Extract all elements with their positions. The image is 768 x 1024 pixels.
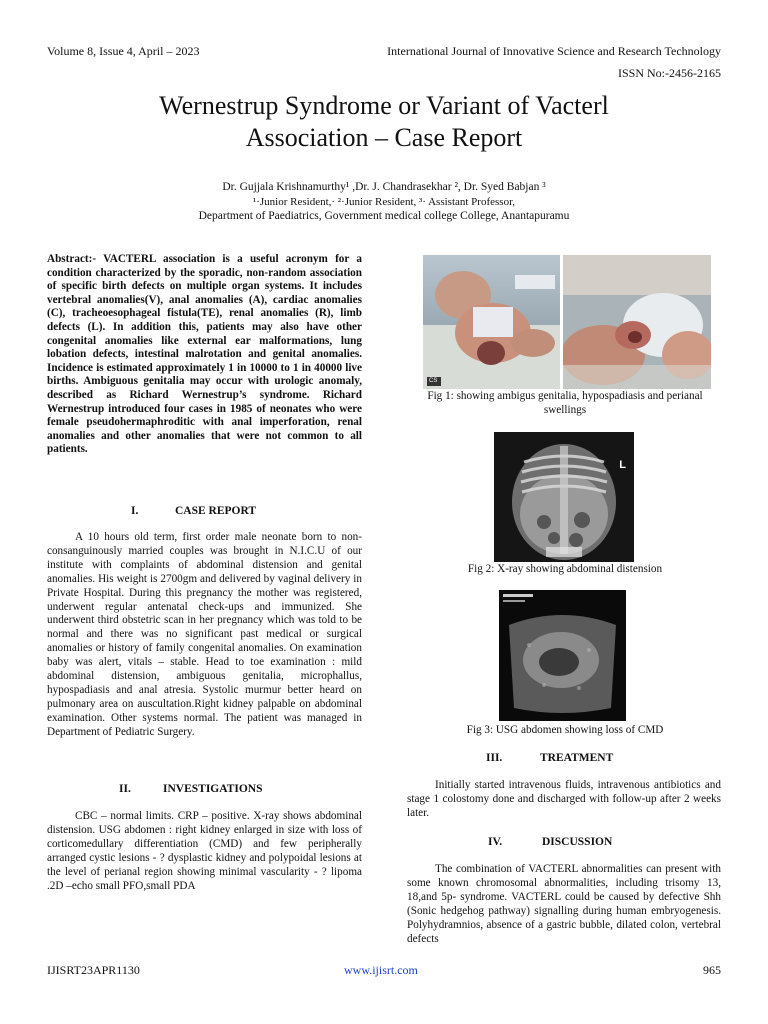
investigations-body <box>47 810 362 893</box>
figure-1-photo-right <box>563 255 711 389</box>
figure-1-caption: Fig 1: showing ambigus genitalia, hypospadiasis and perianal swellings <box>427 390 703 416</box>
discussion-body <box>407 863 721 946</box>
abstract: Abstract:- VACTERL association is a useful acronym for a condition characterized by the sporadic, non-random association of specific birth defects on multiple organ systems. It includes vertebral anomalies(V), anal anomalies (A), cardiac anomalies (C), tracheoesophageal fistula(TE), renal anomalies (R), limb defects (L). In addition this, patients may also have other congenital anomalies like external ear malformations, lung lobation defects, intestinal malrotation and genital anomalies. Incidence is estimated approximately 1 in 10000 to 1 in 40000 live births. Ambiguous genitalia may occur with urologic anomaly, described as Richard Wernestrup’s syndrome. Richard Wernestrup introduced four cases in 1985 of neonates who were female pseudohermaphroditic with anal imperforation, renal anomalies and other anomalies that were not common to all patients. <box>47 253 362 456</box>
section-number: II. <box>119 783 131 795</box>
journal-name: International Journal of Innovative Science and Research Technology <box>387 44 721 58</box>
section-heading-case-report <box>131 504 256 518</box>
section-number: IV. <box>488 836 503 848</box>
article-code: IJISRT23APR1130 <box>47 963 140 977</box>
section-number: III. <box>486 752 503 764</box>
title-line-2: Association – Case Report <box>245 123 523 152</box>
photo-label: CS <box>429 378 438 384</box>
section-number: I. <box>131 505 139 517</box>
section-heading-treatment <box>486 751 613 765</box>
investigations-paragraph: CBC – normal limits. CRP – positive. X-ray shows abdominal distension. USG abdomen : right kidney enlarged in size with loss of corticomedullary differentiation (CMD) and few peripherally arranged cystic lesions - ? dysplastic kidney and polypoidal lesions at the level of perianal region showing minimal vascularity - ? lipoma .2D –echo small PFO,small PDA <box>47 810 362 892</box>
discussion-paragraph: The combination of VACTERL abnormalities can present with some known chromosomal abnormalities, including trisomy 13, 18,and 5p- syndrome. VACTERL could be caused by defective Shh (Sonic hedgehog pathway) signalling during human embryogenesis. Polyhydramnios, absence of a gastric bubble, dilated colon, vertebral defects <box>407 863 721 945</box>
figure-3-caption: Fig 3: USG abdomen showing loss of CMD <box>466 724 664 736</box>
clinical-photo-perineum-icon <box>563 255 711 389</box>
author-affiliation: Department of Paediatrics, Government medical college College, Anantapuramu <box>198 210 570 222</box>
treatment-body <box>407 779 721 821</box>
section-heading-discussion <box>488 835 612 849</box>
clinical-photo-infant-icon <box>423 255 560 389</box>
section-heading-investigations <box>119 782 263 796</box>
figure-2-xray <box>494 432 634 562</box>
treatment-paragraph: Initially started intravenous fluids, intravenous antibiotics and stage 1 colostomy done and discharged with follow-up after 2 weeks later. <box>407 779 721 819</box>
journal-volume: Volume 8, Issue 4, April – 2023 <box>47 44 200 58</box>
section-title: INVESTIGATIONS <box>163 783 263 795</box>
issn: ISSN No:-2456-2165 <box>617 66 721 80</box>
xray-image-icon <box>494 432 634 562</box>
author-roles: ¹·Junior Resident,· ²·Junior Resident, ³· Assistant Professor, <box>252 196 516 208</box>
ultrasound-image-icon <box>499 590 626 721</box>
figure-3-usg <box>499 590 626 721</box>
author-list: Dr. Gujjala Krishnamurthy¹ ,Dr. J. Chandrasekhar ², Dr. Syed Babjan ³ <box>222 181 546 193</box>
xray-side-marker: L <box>619 459 626 471</box>
title-line-1: Wernestrup Syndrome or Variant of Vacterl <box>159 91 609 120</box>
section-title: CASE REPORT <box>175 505 257 517</box>
figure-1-photo-left <box>423 255 560 389</box>
paper-title <box>60 90 708 154</box>
case-report-paragraph: A 10 hours old term, first order male neonate born to non-consanguinously married couples was brought in N.I.C.U of our institute with complaints of abdominal distension and genital anomalies. His weight is 2700gm and delivered by vaginal delivery in Private Hospital. During this pregnancy the mother was registered, underwent regular antenatal check-ups and immunized. She underwent third obstetric scan in her pregnancy which was told to be normal and there was no significant past medical or surgical anomalies or history of family congenital anomalies. On examination baby was alert, vitals – stable. Head to toe examination : mild abdominal distension, ambiguous genitalia, microphallus, hypospadiasis and anal atresia. Systolic murmur better heard on pulmonary area on auscultation.Right kidney palpable on abdominal examination. Other systems normal. The patient was managed in Department of Pediatric Surgery. <box>47 531 362 738</box>
section-title: DISCUSSION <box>542 836 613 848</box>
section-title: TREATMENT <box>540 752 614 764</box>
journal-website-link[interactable]: www.ijisrt.com <box>344 963 418 977</box>
figure-2-caption: Fig 2: X-ray showing abdominal distension <box>467 563 663 575</box>
page-number: 965 <box>703 963 721 977</box>
case-report-body <box>47 531 362 740</box>
